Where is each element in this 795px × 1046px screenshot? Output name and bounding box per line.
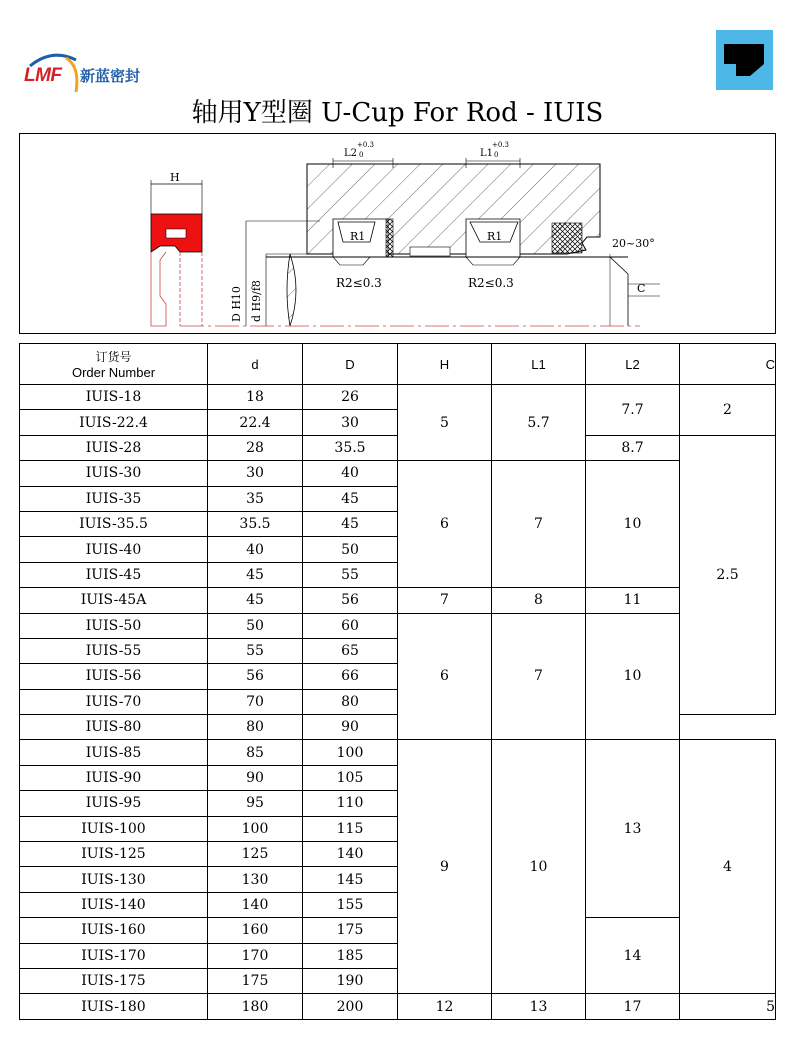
cell-d: 95 bbox=[208, 791, 303, 816]
label-r2-right: R2≤0.3 bbox=[468, 276, 514, 290]
cell-order: IUIS-130 bbox=[20, 867, 208, 892]
cell-D: 45 bbox=[303, 511, 398, 536]
label-r1-left: R1 bbox=[350, 230, 366, 243]
cell-D: 140 bbox=[303, 842, 398, 867]
seal-profile-icon bbox=[716, 30, 773, 90]
cell-l1: 7 bbox=[492, 461, 586, 588]
table-row bbox=[20, 613, 776, 638]
cell-l2: 7.7 bbox=[586, 385, 680, 436]
cell-D: 55 bbox=[303, 562, 398, 587]
label-r2-left: R2≤0.3 bbox=[336, 276, 382, 290]
cell-l1: 5.7 bbox=[492, 385, 586, 461]
header-order bbox=[20, 344, 208, 385]
cell-D: 60 bbox=[303, 613, 398, 638]
header-l2: L2 bbox=[586, 344, 680, 385]
cell-l1: 7 bbox=[492, 613, 586, 740]
header-l1: L1 bbox=[492, 344, 586, 385]
header-h: H bbox=[398, 344, 492, 385]
spec-table bbox=[19, 343, 776, 1020]
cell-D: 65 bbox=[303, 638, 398, 663]
cell-order: IUIS-56 bbox=[20, 664, 208, 689]
cell-D: 26 bbox=[303, 385, 398, 410]
cell-d: 80 bbox=[208, 715, 303, 740]
cell-d: 130 bbox=[208, 867, 303, 892]
header-order-en: Order Number bbox=[71, 365, 156, 380]
header-order-cn: 订货号 bbox=[95, 350, 132, 364]
cell-h: 6 bbox=[398, 461, 492, 588]
label-l2-tol: +0.3 bbox=[357, 141, 374, 149]
cell-D: 200 bbox=[303, 994, 398, 1019]
cell-d: 35 bbox=[208, 486, 303, 511]
cell-c: 5 bbox=[680, 994, 776, 1019]
header-c: C bbox=[680, 344, 776, 385]
cell-order: IUIS-45A bbox=[20, 588, 208, 613]
brand-name: 新蓝密封 bbox=[80, 67, 141, 85]
cell-l2: 13 bbox=[586, 740, 680, 918]
label-c: C bbox=[637, 282, 646, 295]
cell-order: IUIS-80 bbox=[20, 715, 208, 740]
cell-D: 100 bbox=[303, 740, 398, 765]
table-row bbox=[20, 588, 776, 613]
cell-order: IUIS-50 bbox=[20, 613, 208, 638]
label-l1-tol: +0.3 bbox=[492, 141, 509, 149]
cell-D: 175 bbox=[303, 918, 398, 943]
cell-d: 85 bbox=[208, 740, 303, 765]
cell-order: IUIS-125 bbox=[20, 842, 208, 867]
cell-d: 125 bbox=[208, 842, 303, 867]
cell-h: 9 bbox=[398, 740, 492, 994]
cell-l2: 14 bbox=[586, 918, 680, 994]
cell-D: 56 bbox=[303, 588, 398, 613]
technical-drawing bbox=[19, 133, 776, 334]
label-d-rod: d H9/f8 bbox=[250, 280, 263, 322]
cell-d: 170 bbox=[208, 943, 303, 968]
cell-l1: 10 bbox=[492, 740, 586, 994]
cell-d: 22.4 bbox=[208, 410, 303, 435]
cell-d: 50 bbox=[208, 613, 303, 638]
cell-order: IUIS-35.5 bbox=[20, 511, 208, 536]
groove-diagram bbox=[20, 134, 777, 335]
cell-order: IUIS-160 bbox=[20, 918, 208, 943]
cell-order: IUIS-180 bbox=[20, 994, 208, 1019]
table-row bbox=[20, 385, 776, 410]
cell-d: 30 bbox=[208, 461, 303, 486]
cell-D: 155 bbox=[303, 892, 398, 917]
cell-order: IUIS-175 bbox=[20, 968, 208, 993]
cell-D: 105 bbox=[303, 765, 398, 790]
cell-d: 28 bbox=[208, 435, 303, 460]
cell-order: IUIS-45 bbox=[20, 562, 208, 587]
cell-l1: 13 bbox=[492, 994, 586, 1019]
cell-c: 2 bbox=[680, 385, 776, 436]
cell-D: 45 bbox=[303, 486, 398, 511]
logo-text: LMF bbox=[24, 65, 62, 86]
table-row bbox=[20, 994, 776, 1019]
label-l2: L2 bbox=[344, 148, 358, 159]
cell-D: 40 bbox=[303, 461, 398, 486]
cell-d: 70 bbox=[208, 689, 303, 714]
label-h: H bbox=[170, 171, 180, 184]
cell-d: 18 bbox=[208, 385, 303, 410]
label-l2-zero: 0 bbox=[359, 151, 364, 159]
cell-l2: 10 bbox=[586, 613, 680, 740]
cell-D: 185 bbox=[303, 943, 398, 968]
label-angle: 20~30° bbox=[612, 237, 655, 250]
cell-l2: 17 bbox=[586, 994, 680, 1019]
cell-order: IUIS-22.4 bbox=[20, 410, 208, 435]
label-r1-right: R1 bbox=[487, 230, 503, 243]
cell-D: 110 bbox=[303, 791, 398, 816]
label-l1: L1 bbox=[480, 148, 494, 159]
cell-l1: 8 bbox=[492, 588, 586, 613]
header-D: D bbox=[303, 344, 398, 385]
table-row bbox=[20, 740, 776, 765]
cell-D: 90 bbox=[303, 715, 398, 740]
cell-h: 6 bbox=[398, 613, 492, 740]
table-header-row bbox=[20, 344, 776, 385]
cell-d: 45 bbox=[208, 562, 303, 587]
cell-order: IUIS-170 bbox=[20, 943, 208, 968]
cell-d: 180 bbox=[208, 994, 303, 1019]
cell-D: 115 bbox=[303, 816, 398, 841]
cell-order: IUIS-55 bbox=[20, 638, 208, 663]
cell-d: 100 bbox=[208, 816, 303, 841]
cell-order: IUIS-40 bbox=[20, 537, 208, 562]
cell-d: 56 bbox=[208, 664, 303, 689]
cell-D: 50 bbox=[303, 537, 398, 562]
cell-D: 66 bbox=[303, 664, 398, 689]
cell-d: 35.5 bbox=[208, 511, 303, 536]
cell-order: IUIS-35 bbox=[20, 486, 208, 511]
cell-d: 55 bbox=[208, 638, 303, 663]
cell-d: 175 bbox=[208, 968, 303, 993]
table-row bbox=[20, 461, 776, 486]
cell-D: 35.5 bbox=[303, 435, 398, 460]
cell-order: IUIS-85 bbox=[20, 740, 208, 765]
cell-h: 12 bbox=[398, 994, 492, 1019]
cell-d: 160 bbox=[208, 918, 303, 943]
cell-order: IUIS-95 bbox=[20, 791, 208, 816]
cell-c: 2.5 bbox=[680, 435, 776, 714]
cell-order: IUIS-140 bbox=[20, 892, 208, 917]
cell-h: 5 bbox=[398, 385, 492, 461]
label-d-bore: D H10 bbox=[230, 286, 243, 322]
cell-order: IUIS-70 bbox=[20, 689, 208, 714]
cell-order: IUIS-28 bbox=[20, 435, 208, 460]
cell-d: 140 bbox=[208, 892, 303, 917]
cell-order: IUIS-90 bbox=[20, 765, 208, 790]
cell-l2: 10 bbox=[586, 461, 680, 588]
cell-D: 145 bbox=[303, 867, 398, 892]
cell-D: 80 bbox=[303, 689, 398, 714]
label-l1-zero: 0 bbox=[494, 151, 499, 159]
cell-order: IUIS-30 bbox=[20, 461, 208, 486]
company-logo bbox=[22, 52, 157, 96]
cell-l2: 8.7 bbox=[586, 435, 680, 460]
seal-cross-section bbox=[151, 171, 202, 326]
cell-d: 45 bbox=[208, 588, 303, 613]
cell-order: IUIS-100 bbox=[20, 816, 208, 841]
cell-c: 4 bbox=[680, 740, 776, 994]
cell-l2: 11 bbox=[586, 588, 680, 613]
cell-D: 30 bbox=[303, 410, 398, 435]
cell-order: IUIS-18 bbox=[20, 385, 208, 410]
cell-d: 90 bbox=[208, 765, 303, 790]
header-d: d bbox=[208, 344, 303, 385]
cell-h: 7 bbox=[398, 588, 492, 613]
cell-D: 190 bbox=[303, 968, 398, 993]
page-title: 轴用Y型圈 U-Cup For Rod - IUIS bbox=[191, 98, 604, 128]
cell-d: 40 bbox=[208, 537, 303, 562]
